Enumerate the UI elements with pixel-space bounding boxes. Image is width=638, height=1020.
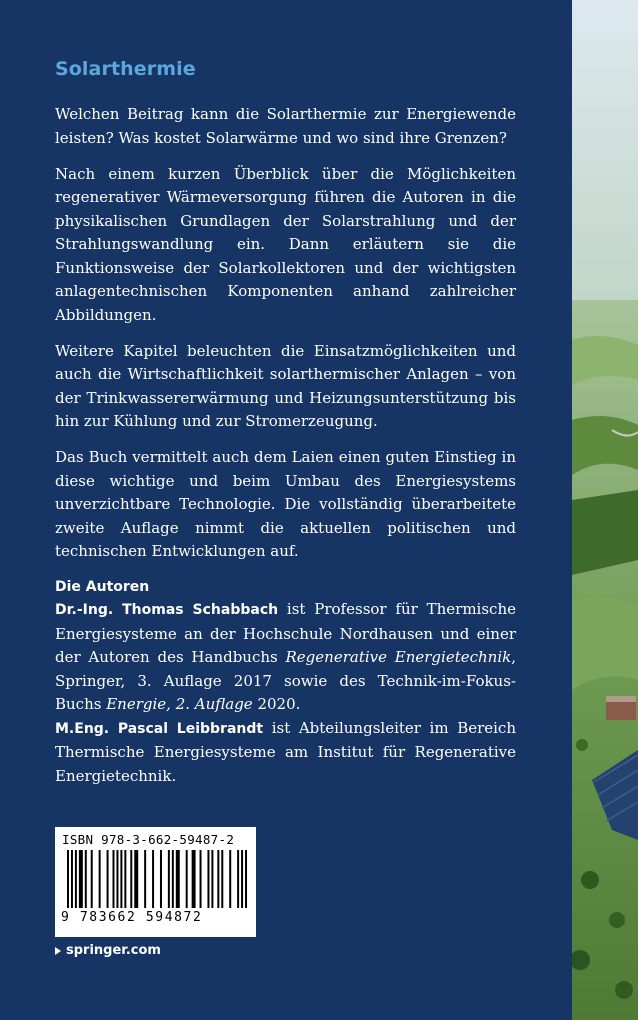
barcode-bar xyxy=(124,850,126,908)
barcode-bar xyxy=(134,850,138,908)
publisher-url: springer.com xyxy=(66,943,161,958)
authors-section xyxy=(55,576,516,788)
book-reference: Energie, 2. Auflage xyxy=(106,695,253,713)
blurb-paragraph: Das Buch vermittelt auch dem Laien einen guten Einstieg in diese wichtige und beim Umbau des Energiesystems unverzichtbare Technologie. Die vollständig überarbeitete zweite Auflage nimmt die aktuellen politischen und technischen Entwicklungen auf. xyxy=(55,448,516,560)
book-reference: Regenerative Energietechnik xyxy=(285,648,512,666)
barcode-bar xyxy=(217,850,219,908)
author-bio-text: 2020. xyxy=(252,695,301,713)
barcode-bar xyxy=(168,850,170,908)
author-bio-1 xyxy=(55,598,516,717)
barcode-bar xyxy=(67,850,69,908)
blurb-paragraph: Nach einem kurzen Überblick über die Möglichkeiten regenerativer Wärmeversorgung führen die Autoren in die physikalischen Grundlagen der Solarstrahlung und der Strahlungswandlung ein. Dann erläutern sie die Funktionsweise der Solarkollektoren und der wichtigsten anlagentechnischen Komponenten anhand zahlreicher Abbildungen. xyxy=(55,164,516,324)
isbn-barcode xyxy=(55,827,256,937)
barcode-bar xyxy=(176,850,180,908)
author-bio-text: ist Abteilungsleiter im Bereich Thermische Energiesysteme am Institut für Regenerative Energietechnik. xyxy=(55,718,516,785)
barcode-bar xyxy=(211,850,213,908)
barcode-bar xyxy=(144,850,146,908)
barcode-bar xyxy=(207,850,209,908)
barcode-bar xyxy=(186,850,188,908)
barcode-bar xyxy=(113,850,115,908)
barcode-bar xyxy=(79,850,83,908)
book-title: Solarthermie xyxy=(55,58,196,80)
barcode-bar xyxy=(200,850,202,908)
barcode-bar xyxy=(85,850,87,908)
barcode-bar xyxy=(130,850,132,908)
barcode-bar xyxy=(91,850,93,908)
arrow-icon xyxy=(55,947,61,955)
blurb-paragraph: Welchen Beitrag kann die Solarthermie zur Energiewende leisten? Was kostet Solarwärme und wo sind ihre Grenzen? xyxy=(55,105,516,147)
author-name: Dr.-Ing. Thomas Schabbach xyxy=(55,602,279,618)
author-bio-2 xyxy=(55,717,516,789)
author-bio-text: ist Professor für Thermische Energiesysteme an der Hochschule Nordhausen und einer der Autoren des Handbuchs xyxy=(55,600,516,666)
cover-photo-strip xyxy=(572,0,638,1020)
barcode-bars xyxy=(67,850,249,908)
publisher-link[interactable] xyxy=(55,943,161,958)
barcode-bar xyxy=(172,850,174,908)
barcode-bar xyxy=(241,850,243,908)
barcode-bar xyxy=(160,850,162,908)
aerial-landscape-image xyxy=(572,0,638,1020)
blurb xyxy=(55,103,516,788)
isbn-label: ISBN 978-3-662-59487-2 xyxy=(62,832,235,847)
barcode-bar xyxy=(107,850,109,908)
blurb-paragraph: Weitere Kapitel beleuchten die Einsatzmöglichkeiten und auch die Wirtschaftlichkeit solarthermischer Anlagen – von der Trinkwassererwärmung und Heizungsunterstützung bis hin zur Kühlung und zur Stromerzeugung. xyxy=(55,341,516,430)
barcode-bar xyxy=(120,850,122,908)
authors-heading: Die Autoren xyxy=(55,579,150,595)
barcode-bar xyxy=(229,850,231,908)
barcode-bar xyxy=(75,850,77,908)
barcode-bar xyxy=(71,850,73,908)
barcode-bar xyxy=(99,850,101,908)
author-name: M.Eng. Pascal Leibbrandt xyxy=(55,720,264,737)
barcode-bar xyxy=(116,850,118,908)
barcode-bar xyxy=(192,850,196,908)
barcode-bar xyxy=(152,850,154,908)
author-bio-text: , Springer, 3. Auflage 2017 sowie des Technik-im-Fokus-Buchs xyxy=(55,648,516,713)
barcode-bar xyxy=(221,850,223,908)
barcode-bar xyxy=(245,850,247,908)
barcode-bar xyxy=(237,850,239,908)
barcode-digits: 9 783662 594872 xyxy=(61,910,203,925)
